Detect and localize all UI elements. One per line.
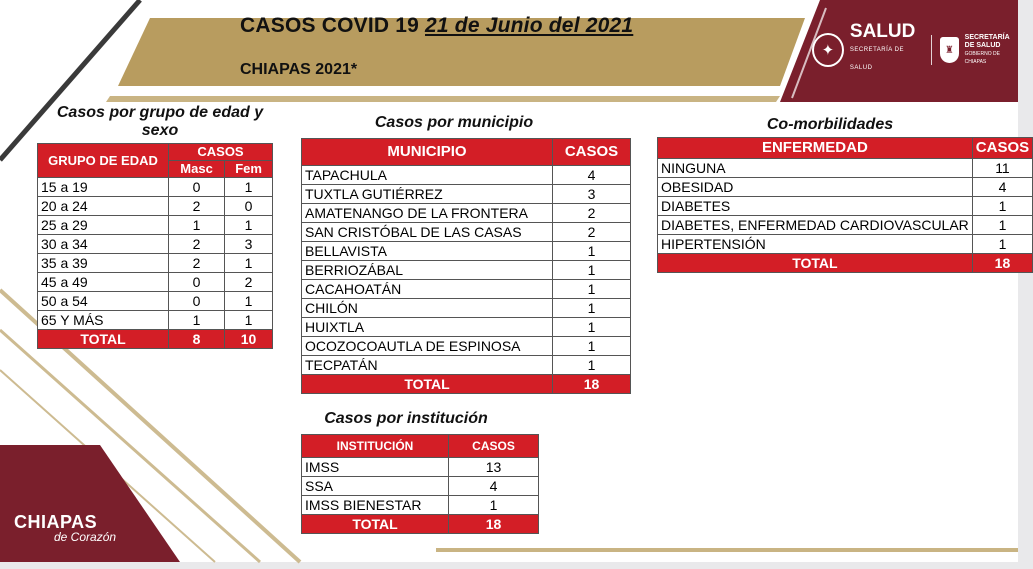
table-row — [38, 273, 273, 292]
edad-grupo-cell: 30 a 34 — [38, 235, 169, 254]
municipio-casos-cell: 1 — [553, 280, 631, 299]
comorb-enf-cell: OBESIDAD — [658, 178, 973, 197]
comorb-enf-cell: NINGUNA — [658, 159, 973, 178]
table-row — [38, 235, 273, 254]
edad-fem-cell: 1 — [225, 292, 273, 311]
institucion-casos-header: CASOS — [449, 435, 539, 458]
municipio-total-label: TOTAL — [302, 375, 553, 394]
table-row — [38, 216, 273, 235]
table-row — [658, 235, 1033, 254]
comorb-casos-cell: 1 — [972, 197, 1032, 216]
edad-table — [37, 143, 273, 349]
municipio-nombre-cell: TUXTLA GUTIÉRREZ — [302, 185, 553, 204]
municipio-nombre-cell: TECPATÁN — [302, 356, 553, 375]
table-row — [302, 477, 539, 496]
municipio-nombre-cell: BERRIOZÁBAL — [302, 261, 553, 280]
municipio-nombre-cell: SAN CRISTÓBAL DE LAS CASAS — [302, 223, 553, 242]
municipio-section-title: Casos por municipio — [374, 114, 534, 131]
institucion-inst-cell: SSA — [302, 477, 449, 496]
edad-total-masc: 8 — [169, 330, 225, 349]
grupo-header: GRUPO DE EDAD — [38, 144, 169, 178]
chiapas-shield-icon: ♜ — [940, 37, 959, 63]
title-prefix: CASOS COVID 19 — [240, 14, 420, 37]
salud-logo-text — [850, 23, 923, 77]
gold-header-stripe — [106, 96, 780, 102]
edad-total-fem: 10 — [225, 330, 273, 349]
edad-masc-cell: 0 — [169, 178, 225, 197]
edad-grupo-cell: 65 Y MÁS — [38, 311, 169, 330]
brand-line1: CHIAPAS — [14, 512, 98, 532]
edad-fem-cell: 1 — [225, 311, 273, 330]
municipio-total-value: 18 — [553, 375, 631, 394]
comorb-casos-cell: 11 — [972, 159, 1032, 178]
institucion-table-body — [302, 458, 539, 515]
edad-masc-cell: 2 — [169, 254, 225, 273]
municipio-casos-cell: 1 — [553, 318, 631, 337]
edad-grupo-cell: 50 a 54 — [38, 292, 169, 311]
comorb-total-label: TOTAL — [658, 254, 973, 273]
secretaria-sublabel: GOBIERNO DE CHIAPAS — [964, 51, 1000, 65]
table-row — [38, 178, 273, 197]
table-row — [302, 299, 631, 318]
comorb-enf-cell: HIPERTENSIÓN — [658, 235, 973, 254]
comorb-table-body — [658, 159, 1033, 254]
edad-grupo-cell: 20 a 24 — [38, 197, 169, 216]
institucion-inst-cell: IMSS — [302, 458, 449, 477]
edad-grupo-cell: 15 a 19 — [38, 178, 169, 197]
enfermedad-header: ENFERMEDAD — [658, 138, 973, 159]
edad-fem-cell: 1 — [225, 216, 273, 235]
comorb-enf-cell: DIABETES — [658, 197, 973, 216]
eagle-seal-icon: ✦ — [812, 33, 844, 67]
comorb-casos-cell: 4 — [972, 178, 1032, 197]
municipio-nombre-cell: TAPACHULA — [302, 166, 553, 185]
table-row — [38, 292, 273, 311]
table-row — [302, 337, 631, 356]
municipio-casos-cell: 1 — [553, 337, 631, 356]
table-row — [38, 254, 273, 273]
institucion-inst-cell: IMSS BIENESTAR — [302, 496, 449, 515]
comorb-casos-cell: 1 — [972, 235, 1032, 254]
table-row — [302, 318, 631, 337]
edad-masc-cell: 1 — [169, 216, 225, 235]
municipio-nombre-cell: CACAHOATÁN — [302, 280, 553, 299]
fem-header: Fem — [225, 161, 273, 178]
table-row — [302, 185, 631, 204]
table-row — [38, 197, 273, 216]
institucion-total-label: TOTAL — [302, 515, 449, 534]
municipio-nombre-cell: OCOZOCOAUTLA DE ESPINOSA — [302, 337, 553, 356]
municipio-table-body — [302, 166, 631, 375]
edad-table-body — [38, 178, 273, 330]
page-title — [240, 14, 633, 38]
logo-divider — [931, 35, 932, 65]
edad-total-row — [38, 330, 273, 349]
table-row — [658, 178, 1033, 197]
institucion-casos-cell: 1 — [449, 496, 539, 515]
table-row — [38, 311, 273, 330]
institucion-casos-cell: 13 — [449, 458, 539, 477]
edad-masc-cell: 2 — [169, 235, 225, 254]
table-row — [302, 166, 631, 185]
comorb-total-value: 18 — [972, 254, 1032, 273]
edad-masc-cell: 1 — [169, 311, 225, 330]
municipio-casos-cell: 3 — [553, 185, 631, 204]
edad-fem-cell: 1 — [225, 178, 273, 197]
page-subtitle: CHIAPAS 2021* — [240, 61, 358, 78]
edad-masc-cell: 0 — [169, 273, 225, 292]
table-row — [302, 496, 539, 515]
edad-masc-cell: 0 — [169, 292, 225, 311]
table-row — [302, 280, 631, 299]
edad-fem-cell: 3 — [225, 235, 273, 254]
masc-header: Masc — [169, 161, 225, 178]
institucion-table — [301, 434, 539, 534]
municipio-casos-cell: 1 — [553, 242, 631, 261]
edad-fem-cell: 1 — [225, 254, 273, 273]
edad-grupo-cell: 35 a 39 — [38, 254, 169, 273]
comorb-casos-header: CASOS — [972, 138, 1032, 159]
comorb-enf-cell: DIABETES, ENFERMEDAD CARDIOVASCULAR — [658, 216, 973, 235]
municipio-nombre-cell: CHILÓN — [302, 299, 553, 318]
municipio-casos-cell: 1 — [553, 261, 631, 280]
institucion-casos-cell: 4 — [449, 477, 539, 496]
chiapas-brand-logo — [14, 512, 116, 544]
municipio-casos-cell: 2 — [553, 223, 631, 242]
comorb-casos-cell: 1 — [972, 216, 1032, 235]
comorb-section-title: Co-morbilidades — [766, 116, 894, 133]
municipio-nombre-cell: AMATENANGO DE LA FRONTERA — [302, 204, 553, 223]
salud-sublabel: SECRETARÍA DE SALUD — [849, 47, 904, 71]
brand-line2: de Corazón — [54, 530, 117, 544]
municipio-header: MUNICIPIO — [302, 139, 553, 166]
edad-section-title: Casos por grupo de edad y sexo — [56, 104, 264, 139]
secretaria-logo-text — [965, 34, 1021, 66]
edad-fem-cell: 0 — [225, 197, 273, 216]
table-row — [658, 216, 1033, 235]
edad-masc-cell: 2 — [169, 197, 225, 216]
municipio-table — [301, 138, 631, 394]
comorb-table — [657, 137, 1033, 273]
edad-grupo-cell: 25 a 29 — [38, 216, 169, 235]
institucion-section-title: Casos por institución — [324, 410, 488, 427]
municipio-casos-cell: 1 — [553, 299, 631, 318]
comorb-total-row — [658, 254, 1033, 273]
table-row — [302, 204, 631, 223]
institucion-header: INSTITUCIÓN — [302, 435, 449, 458]
edad-fem-cell: 2 — [225, 273, 273, 292]
municipio-nombre-cell: HUIXTLA — [302, 318, 553, 337]
municipio-casos-cell: 4 — [553, 166, 631, 185]
municipio-casos-header: CASOS — [553, 139, 631, 166]
institucion-total-value: 18 — [449, 515, 539, 534]
table-row — [302, 458, 539, 477]
table-row — [302, 356, 631, 375]
table-row — [302, 261, 631, 280]
table-row — [658, 197, 1033, 216]
maroon-brand-panel — [0, 445, 180, 562]
municipio-total-row — [302, 375, 631, 394]
salud-label: SALUD — [849, 21, 916, 42]
table-row — [302, 242, 631, 261]
gold-bottom-line — [436, 548, 1018, 552]
government-logo — [812, 21, 1020, 72]
casos-header: CASOS — [169, 144, 273, 161]
secretaria-label: SECRETARÍA DE SALUD — [964, 34, 1010, 49]
municipio-casos-cell: 1 — [553, 356, 631, 375]
table-row — [658, 159, 1033, 178]
institucion-total-row — [302, 515, 539, 534]
municipio-casos-cell: 2 — [553, 204, 631, 223]
table-row — [302, 223, 631, 242]
edad-grupo-cell: 45 a 49 — [38, 273, 169, 292]
edad-total-label: TOTAL — [38, 330, 169, 349]
municipio-nombre-cell: BELLAVISTA — [302, 242, 553, 261]
title-date: 21 de Junio del 2021 — [425, 14, 634, 37]
